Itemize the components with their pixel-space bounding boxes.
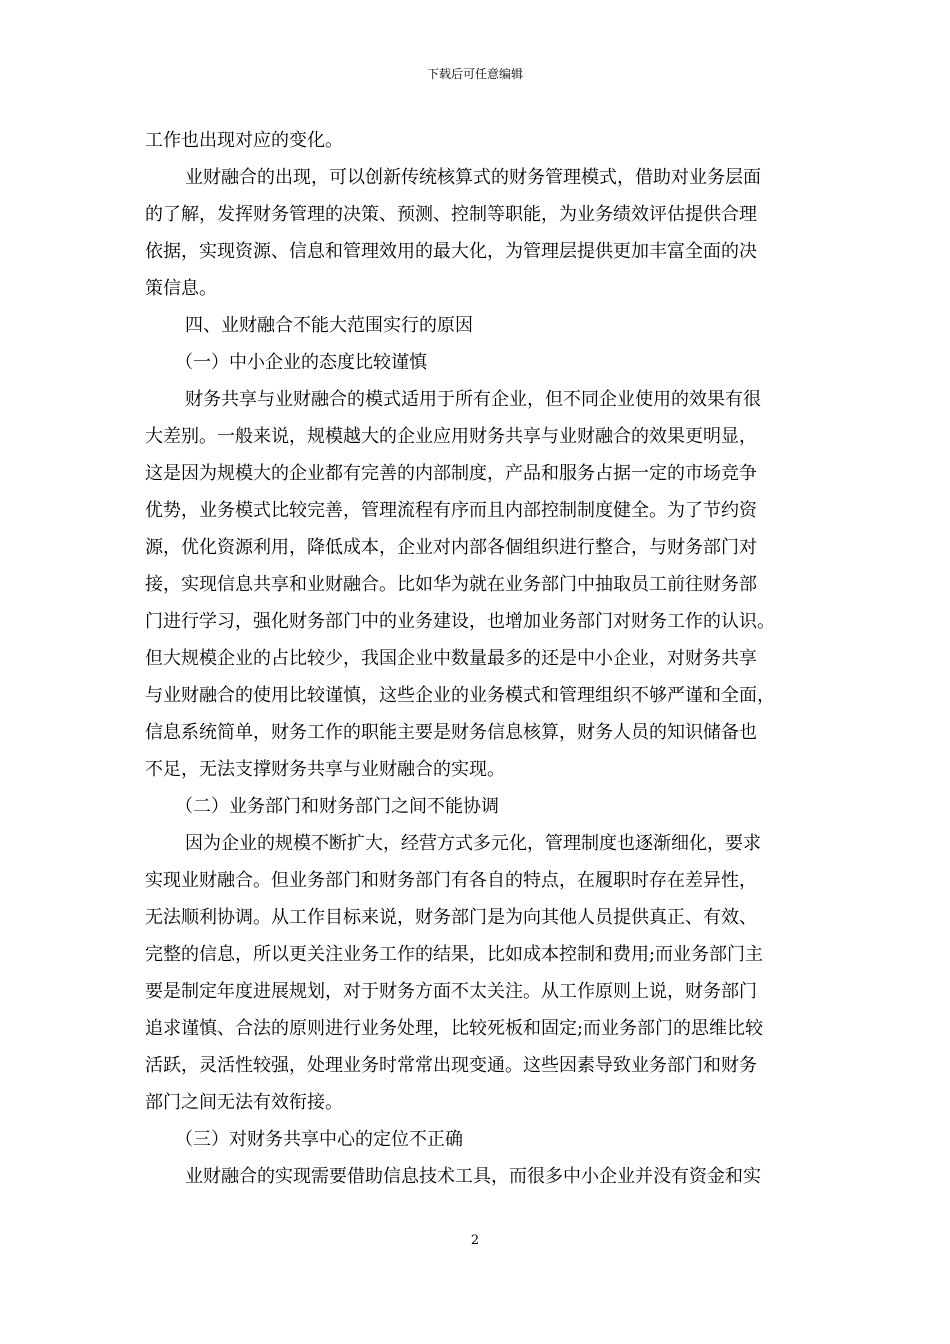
text-line: 无法顺利协调。从工作目标来说，财务部门是为向其他人员提供真正、有效、 <box>145 907 757 928</box>
text-line: （三）对财务共享中心的定位不正确 <box>175 1129 463 1150</box>
text-line: 业财融合的实现需要借助信息技术工具，而很多中小企业并没有资金和实 <box>185 1166 761 1187</box>
text-line: 财务共享与业财融合的模式适用于所有企业，但不同企业使用的效果有很 <box>185 389 761 410</box>
text-line: 策信息。 <box>145 278 217 299</box>
text-line: 源，优化资源利用，降低成本，企业对内部各個组织进行整合，与财务部门对 <box>145 537 757 558</box>
text-line: 门进行学习，强化财务部门中的业务建设，也增加业务部门对财务工作的认识。 <box>145 611 775 632</box>
text-line: 四、业财融合不能大范围实行的原因 <box>185 315 473 336</box>
text-line: 但大规模企业的占比较少，我国企业中数量最多的还是中小企业，对财务共享 <box>145 648 757 669</box>
text-line: 追求谨慎、合法的原则进行业务处理，比较死板和固定;而业务部门的思维比较 <box>145 1018 764 1039</box>
text-line: 这是因为规模大的企业都有完善的内部制度，产品和服务占据一定的市场竞争 <box>145 463 757 484</box>
text-line: 大差别。一般来说，规模越大的企业应用财务共享与业财融合的效果更明显， <box>145 426 757 447</box>
text-line: 因为企业的规模不断扩大，经营方式多元化，管理制度也逐渐细化，要求 <box>185 833 761 854</box>
page-header: 下载后可任意编辑 <box>426 67 523 81</box>
text-line: （一）中小企业的态度比较谨慎 <box>175 352 427 373</box>
text-line: 完整的信息，所以更关注业务工作的结果，比如成本控制和费用;而业务部门主 <box>145 944 764 965</box>
document-body <box>145 122 810 1195</box>
text-line: 实现业财融合。但业务部门和财务部门有各自的特点，在履职时存在差异性， <box>145 870 757 891</box>
text-line: 优势，业务模式比较完善，管理流程有序而且内部控制制度健全。为了节约资 <box>145 500 757 521</box>
text-line: 依据，实现资源、信息和管理效用的最大化，为管理层提供更加丰富全面的决 <box>145 241 757 262</box>
text-line: 要是制定年度进展规划，对于财务方面不太关注。从工作原则上说，财务部门 <box>145 981 757 1002</box>
text-line: （二）业务部门和财务部门之间不能协调 <box>175 796 499 817</box>
text-line: 工作也出现对应的变化。 <box>145 130 343 151</box>
text-line: 活跃，灵活性较强，处理业务时常常出现变通。这些因素导致业务部门和财务 <box>145 1055 757 1076</box>
text-line: 接，实现信息共享和业财融合。比如华为就在业务部门中抽取员工前往财务部 <box>145 574 757 595</box>
text-line: 信息系统简单，财务工作的职能主要是财务信息核算，财务人员的知识储备也 <box>145 722 757 743</box>
text-line: 的了解，发挥财务管理的决策、预测、控制等职能，为业务绩效评估提供合理 <box>145 204 757 225</box>
text-line: 部门之间无法有效衔接。 <box>145 1092 343 1113</box>
text-line: 业财融合的出现，可以创新传统核算式的财务管理模式，借助对业务层面 <box>185 167 761 188</box>
text-line: 不足，无法支撑财务共享与业财融合的实现。 <box>145 759 505 780</box>
page-number: 2 <box>470 1233 480 1248</box>
text-line: 与业财融合的使用比较谨慎，这些企业的业务模式和管理组织不够严谨和全面， <box>145 685 775 706</box>
